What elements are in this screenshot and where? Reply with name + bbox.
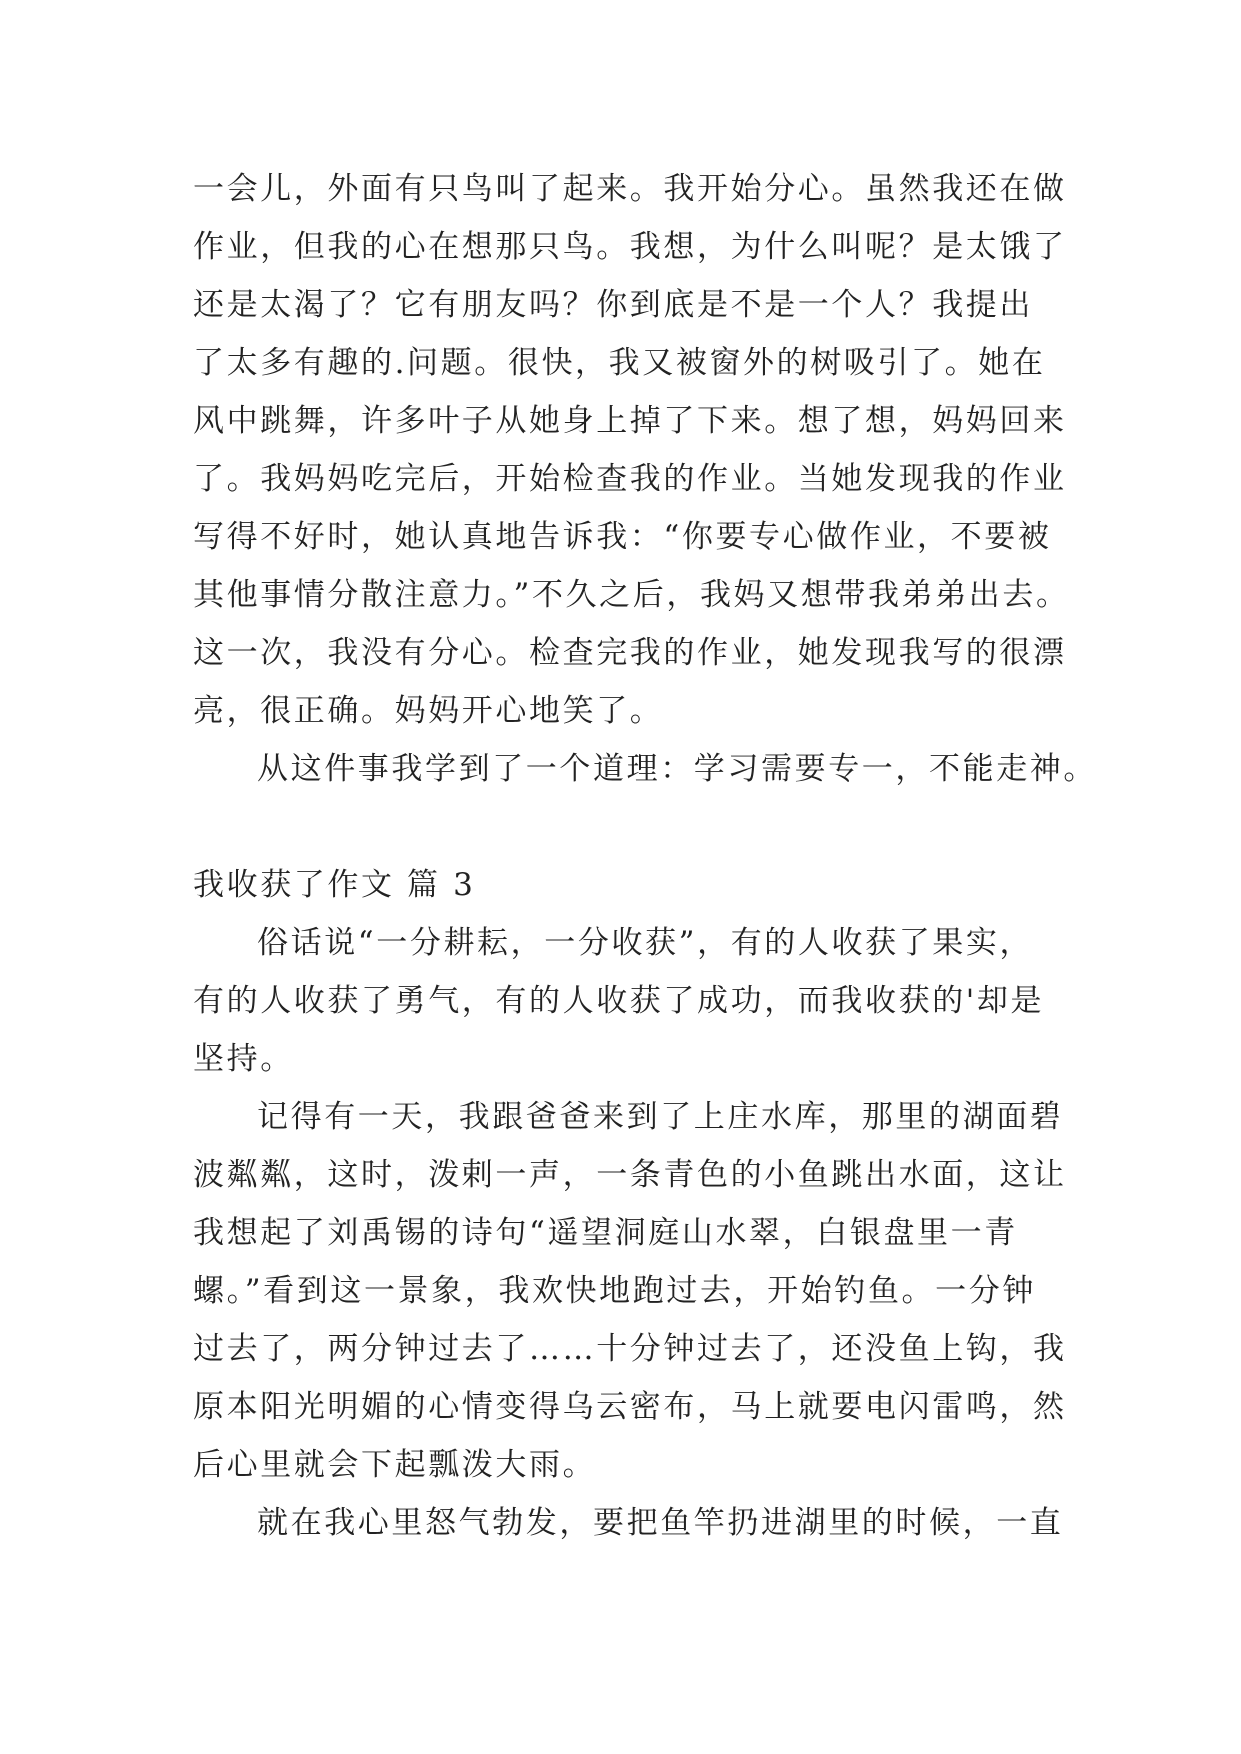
text-line: 坚持。 bbox=[193, 1041, 294, 1077]
text-line: 亮，很正确。妈妈开心地笑了。 bbox=[193, 693, 664, 729]
conclusion-line: 从这件事我学到了一个道理：学习需要专一，不能走神。 bbox=[257, 751, 1097, 787]
text-line: 后心里就会下起瓢泼大雨。 bbox=[193, 1447, 597, 1483]
text-line: 写得不好时，她认真地告诉我：“你要专心做作业，不要被 bbox=[193, 519, 1052, 555]
text-line: 作业，但我的心在想那只鸟。我想，为什么叫呢？是太饿了 bbox=[193, 229, 1067, 265]
text-line: 还是太渴了？它有朋友吗？你到底是不是一个人？我提出 bbox=[193, 287, 1033, 323]
text-line: 俗话说“一分耕耘，一分收获”，有的人收获了果实， bbox=[257, 925, 1034, 961]
text-line: 风中跳舞，许多叶子从她身上掉了下来。想了想，妈妈回来 bbox=[193, 403, 1067, 439]
text-line: 了太多有趣的.问题。很快，我又被窗外的树吸引了。她在 bbox=[193, 345, 1046, 381]
text-line: 其他事情分散注意力。”不久之后，我妈又想带我弟弟出去。 bbox=[193, 577, 1070, 613]
text-line: 螺。”看到这一景象，我欢快地跑过去，开始钓鱼。一分钟 bbox=[193, 1273, 1036, 1309]
document-body bbox=[193, 160, 1097, 1552]
text-line: 就在我心里怒气勃发，要把鱼竿扔进湖里的时候，一直 bbox=[257, 1505, 1064, 1541]
text-line: 过去了，两分钟过去了……十分钟过去了，还没鱼上钩，我 bbox=[193, 1331, 1067, 1367]
text-line: 记得有一天，我跟爸爸来到了上庄水库，那里的湖面碧 bbox=[257, 1099, 1064, 1135]
section-gap bbox=[193, 798, 1073, 856]
text-line: 波粼粼，这时，泼剌一声，一条青色的小鱼跳出水面，这让 bbox=[193, 1157, 1067, 1193]
text-line: 有的人收获了勇气，有的人收获了成功，而我收获的'却是 bbox=[193, 983, 1045, 1019]
text-line: 原本阳光明媚的心情变得乌云密布，马上就要电闪雷鸣，然 bbox=[193, 1389, 1067, 1425]
text-line: 了。我妈妈吃完后，开始检查我的作业。当她发现我的作业 bbox=[193, 461, 1067, 497]
text-line: 这一次，我没有分心。检查完我的作业，她发现我写的很漂 bbox=[193, 635, 1067, 671]
section-title: 我收获了作文 篇 3 bbox=[193, 867, 476, 903]
text-line: 我想起了刘禹锡的诗句“遥望洞庭山水翠，白银盘里一青 bbox=[193, 1215, 1018, 1251]
text-line: 一会儿，外面有只鸟叫了起来。我开始分心。虽然我还在做 bbox=[193, 171, 1067, 207]
